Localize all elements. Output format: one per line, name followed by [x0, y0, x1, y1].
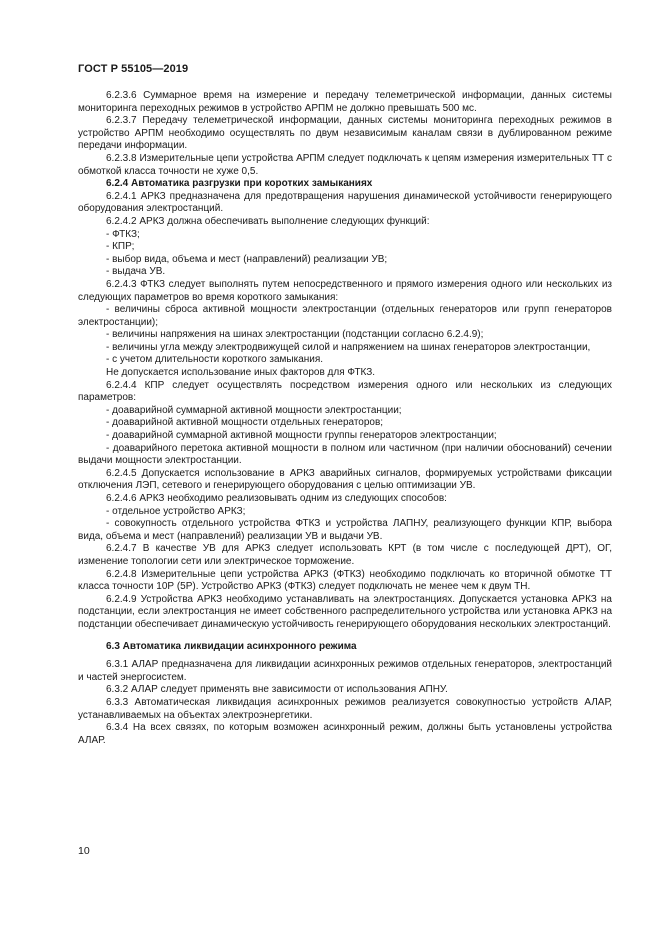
list-item: - величины напряжения на шинах электростанции (подстанции согласно 6.2.4.9); — [106, 329, 484, 341]
paragraph: Не допускается использование иных факторов для ФТКЗ. — [106, 367, 376, 379]
list-item: - выбор вида, объема и мест (направлений) реализации УВ; — [106, 253, 388, 265]
paragraph: 6.2.4.2 АРКЗ должна обеспечивать выполнение следующих функций: — [106, 215, 430, 227]
paragraph: 6.2.4.5 Допускается использование в АРКЗ аварийных сигналов, формируемых устройствами фиксации отключения ЛЭП, сетевого и генерирующего оборудования с целью оптимизации УВ. — [78, 467, 612, 492]
page-number: 10 — [78, 845, 90, 857]
paragraph: 6.2.3.6 Суммарное время на измерение и передачу телеметрической информации, данных системы мониторинга переходных режимов в устройство АРПМ не должно превышать 500 мс. — [78, 90, 612, 114]
section-heading: 6.3 Автоматика ликвидации асинхронного режима — [106, 640, 357, 652]
list-item: - КПР; — [106, 241, 135, 253]
paragraph: 6.2.4.3 ФТКЗ следует выполнять путем непосредственного и прямого измерения одного или нескольких из следующих параметров во время короткого замыкания: — [78, 278, 612, 303]
paragraph: 6.2.4.6 АРКЗ необходимо реализовывать одним из следующих способов: — [106, 493, 447, 504]
paragraph: 6.2.4.8 Измерительные цепи устройства АРКЗ (ФТКЗ) необходимо подключать ко вторичной обмотке ТТ класса точности 10Р (5Р). Устройство АРКЗ (ФТКЗ) следует подключать не менее чем к двум ТН. — [78, 568, 612, 593]
paragraph: 6.2.3.8 Измерительные цепи устройства АРПМ следует подключать к цепям измерения измерительных ТТ с обмоткой класса точности не хуже 0,5. — [78, 152, 612, 177]
list-item: - отдельное устройство АРКЗ; — [106, 505, 246, 517]
document-header: ГОСТ Р 55105—2019 — [78, 63, 189, 75]
paragraph: 6.2.4.1 АРКЗ предназначена для предотвращения нарушения динамической устойчивости генерирующего оборудования электростанций. — [78, 190, 612, 215]
list-item: - величины сброса активной мощности электростанции (отдельных генераторов или групп генераторов электростанции); — [78, 304, 612, 328]
document-body — [78, 90, 612, 747]
list-item: - выдача УВ. — [106, 266, 166, 278]
list-item: - доаварийной суммарной активной мощности электростанции; — [106, 404, 402, 416]
paragraph: 6.2.3.7 Передачу телеметрической информации, данных системы мониторинга переходных режимов в устройство АРПМ необходимо осуществлять по двум независимым каналам связи в дублированном режиме передачи информации. — [78, 115, 612, 152]
list-item: - совокупность отдельного устройства ФТКЗ и устройства ЛАПНУ, реализующего функции КПР, выбора вида, объема и мест (направлений) реализации УВ и выдачи УВ. — [78, 518, 612, 542]
section-heading: 6.2.4 Автоматика разгрузки при коротких замыканиях — [106, 178, 373, 190]
paragraph: 6.2.4.9 Устройства АРКЗ необходимо устанавливать на электростанциях. Допускается установка АРКЗ на подстанции, если электростанция не имеет собственного распределительного устройства или установка АРКЗ на подстанции обеспечивает динамическую устойчивость генерирующего оборудования нескольких электростанций. — [78, 593, 612, 630]
paragraph: 6.3.1 АЛАР предназначена для ликвидации асинхронных режимов отдельных генераторов, электростанций и частей энергосистем. — [78, 659, 612, 683]
paragraph: 6.3.4 На всех связях, по которым возможен асинхронный режим, должны быть установлены устройства АЛАР. — [78, 722, 612, 746]
paragraph: 6.2.4.7 В качестве УВ для АРКЗ следует использовать КРТ (в том числе с последующей ДРТ), ОГ, изменение топологии сети или электрическое торможение. — [78, 543, 612, 567]
paragraph: 6.3.3 Автоматическая ликвидация асинхронных режимов реализуется совокупностью устройств АЛАР, устанавливаемых на объектах электроэнергетики. — [78, 696, 612, 721]
list-item: - доаварийной активной мощности отдельных генераторов; — [106, 417, 384, 429]
paragraph: 6.2.4.4 КПР следует осуществлять посредством измерения одного или нескольких из следующих параметров: — [78, 379, 612, 404]
list-item: - ФТКЗ; — [106, 228, 140, 240]
list-item: - величины угла между электродвижущей силой и напряжением на шинах генераторов электростанции, — [106, 341, 591, 353]
list-item: - доаварийного перетока активной мощности в полном или частичном (при наличии обоснований) сечении выдачи мощности электростанции. — [78, 442, 612, 467]
paragraph: 6.3.2 АЛАР следует применять вне зависимости от использования АПНУ. — [106, 684, 448, 696]
list-item: - с учетом длительности короткого замыкания. — [106, 354, 324, 366]
list-item: - доаварийной суммарной активной мощности группы генераторов электростанции; — [106, 430, 497, 442]
